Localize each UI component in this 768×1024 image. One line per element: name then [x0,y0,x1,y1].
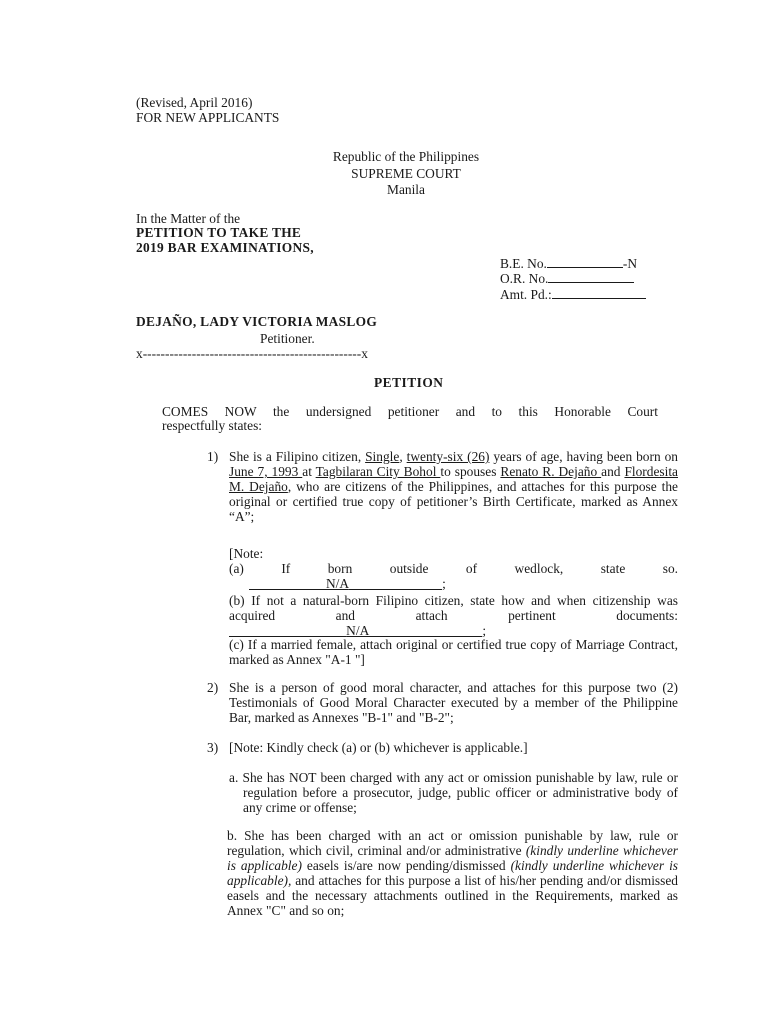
item1-paragraph [229,449,678,524]
petitioner-role: Petitioner. [260,331,315,346]
note-b-text: (b) If not a natural-born Filipino citizen, state how and when citizenship was acquired and attach pertinent documents: [229,593,678,623]
intro-line2: respectfully states: [162,418,263,433]
item2-number: 2) [207,680,219,695]
note-b-value-line [229,623,482,638]
item3-b-italic-1: (kindly underline whichever is applicable) [227,843,678,873]
item1-number: 1) [207,449,219,464]
note-a-answer [249,576,446,591]
note-b-paragraph [229,593,678,638]
civil-status: Single [365,449,400,464]
item1-text-f: and [601,464,625,479]
item3-b-text-a: b. She has been charged with an act or omission punishable by law, rule or regulation, which civil, criminal and/or administrative [227,828,678,858]
note-open: [Note: [229,546,264,561]
be-number-label: B.E. No. [500,256,547,271]
matter-line: In the Matter of the [136,211,241,226]
item3-a-paragraph: a. She has NOT been charged with any act or omission punishable by law, rule or regulation before a prosecutor, judge, public officer or administrative body of any crime or offense; [229,770,678,815]
date-of-birth: June 7, 1993 [229,464,303,479]
item2-text: She is a person of good moral character, and attaches for this purpose two (2) Testimonials of Good Moral Character executed by a member of the Philippine Bar, marked as Annexes "B-1" and "B-2"; [229,680,678,725]
note-b-value: N/A [346,623,369,638]
note-b-end: ; [482,623,487,638]
revision-note: (Revised, April 2016) [136,95,253,110]
item1-text-g: , who are citizens of the Philippines, and attaches for this purpose the original or certified true copy of petitioner’s Birth Certificate, marked as Annex “A”; [229,479,678,524]
or-number-field [500,271,634,286]
item3-option-a [229,770,678,815]
place-of-birth: Tagbilaran City Bohol [315,464,441,479]
or-number-blank [548,271,634,283]
item3-note: [Note: Kindly check (a) or (b) whichever is applicable.] [229,740,528,755]
be-number-suffix: -N [622,256,638,271]
item1-text-c: years of age, having been born on [489,449,678,464]
court-name: SUPREME COURT [351,166,461,181]
be-number-field [500,256,637,271]
item3-number: 3) [207,740,219,755]
document-title: PETITION [374,375,444,390]
amount-paid-label: Amt. Pd.: [500,287,552,302]
item1-text-b: , [399,449,407,464]
item3-option-a-text [229,770,678,815]
petition-caption-line2: 2019 BAR EXAMINATIONS, [136,240,314,255]
item3-b-text-b: easels is/are now pending/dismissed [301,858,511,873]
amount-paid-field [500,287,646,302]
or-number-label: O.R. No. [500,271,549,286]
court-city: Manila [387,182,425,197]
note-a-text: (a) If born outside of wedlock, state so. [229,561,678,576]
intro-line1: COMES NOW the undersigned petitioner and to this Honorable Court [162,404,658,419]
note-a-value: N/A [326,576,349,591]
item1-text-e: to spouses [440,464,501,479]
item3-b-italic-2: (kindly underline whichever is applicable), [227,858,678,888]
father-name: Renato R. Dejaño [500,464,602,479]
mother-name: Flordesita M. Dejaño [229,464,678,494]
item3-b-text-c: and attaches for this purpose a list of his/her pending and/or dismissed easels and the necessary attachments outlined in the Requirements, marked as Annex "C" and so on; [227,873,678,918]
item1-text-d: at [302,464,316,479]
item3-option-b [227,828,678,918]
amount-paid-blank [552,287,646,299]
item1-text-a: She is a Filipino citizen, [229,449,366,464]
note-a-end: ; [442,576,446,591]
petitioner-name: DEJAÑO, LADY VICTORIA MASLOG [136,314,378,329]
be-number-blank [547,256,623,268]
note-a-value-line [249,576,442,591]
caption-divider: x-------------------------------------------------x [136,346,368,361]
applicant-type: FOR NEW APPLICANTS [136,110,280,125]
republic-heading: Republic of the Philippines [332,149,480,164]
note-c-text: (c) If a married female, attach original or certified true copy of Marriage Contract, marked as Annex "A-1 "] [229,637,678,667]
petition-caption-line1: PETITION TO TAKE THE [136,225,302,240]
age-value: twenty-six (26) [406,449,490,464]
